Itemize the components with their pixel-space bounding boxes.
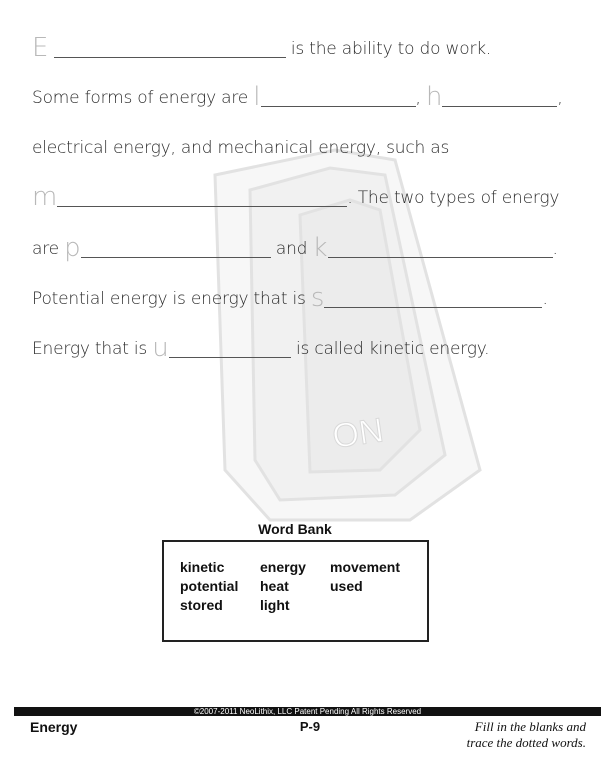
sentence-5 bbox=[32, 233, 558, 263]
sentence-2-text: Some forms of energy are bbox=[32, 88, 249, 108]
comma: , bbox=[415, 88, 421, 108]
blank-5[interactable] bbox=[81, 239, 271, 258]
word-bank-word: light bbox=[260, 597, 290, 613]
period: . bbox=[542, 289, 548, 309]
sentence-7-text-b: is called kinetic energy. bbox=[295, 339, 490, 359]
word-bank-column-1 bbox=[180, 558, 238, 615]
word-bank-box bbox=[162, 540, 429, 642]
trace-letter-s: s bbox=[310, 283, 325, 313]
sentence-7-text-a: Energy that is bbox=[32, 339, 148, 359]
switch-on-label: ON bbox=[330, 411, 386, 456]
word-bank-title: Word Bank bbox=[258, 521, 332, 537]
footer-subject: Energy bbox=[30, 719, 78, 735]
trace-letter-p: p bbox=[64, 233, 81, 263]
sentence-1-text: is the ability to do work. bbox=[290, 39, 492, 59]
blank-1[interactable] bbox=[54, 39, 286, 58]
word-bank-column-2 bbox=[260, 558, 306, 615]
comma: , bbox=[557, 88, 563, 108]
period: . bbox=[552, 239, 558, 259]
word-bank-word: movement bbox=[330, 559, 401, 575]
trace-letter-e: E bbox=[32, 33, 49, 63]
word-bank-column-3 bbox=[330, 558, 400, 596]
blank-6[interactable] bbox=[328, 239, 553, 258]
sentence-3 bbox=[32, 138, 449, 158]
trace-letter-l: l bbox=[253, 82, 261, 112]
trace-letter-u: u bbox=[152, 333, 169, 363]
sentence-6 bbox=[32, 283, 548, 313]
blank-4[interactable] bbox=[57, 188, 347, 207]
instructions-line-1: Fill in the blanks and bbox=[474, 719, 586, 734]
sentence-3-text: electrical energy, and mechanical energy, such as bbox=[32, 138, 450, 158]
page-number: P-9 bbox=[299, 719, 321, 734]
trace-letter-k: k bbox=[312, 233, 328, 263]
blank-7[interactable] bbox=[324, 289, 542, 308]
sentence-7 bbox=[32, 333, 489, 363]
trace-letter-m: m bbox=[32, 182, 58, 212]
instructions-line-2: trace the dotted words. bbox=[466, 735, 586, 750]
sentence-4 bbox=[32, 182, 559, 212]
blank-2[interactable] bbox=[261, 88, 416, 107]
word-bank-word: potential bbox=[180, 578, 239, 594]
footer-instructions bbox=[467, 719, 586, 751]
blank-8[interactable] bbox=[169, 339, 291, 358]
blank-3[interactable] bbox=[442, 88, 557, 107]
sentence-5-text: are bbox=[32, 239, 59, 259]
word-bank-word: heat bbox=[260, 578, 289, 594]
sentence-5-and: and bbox=[275, 239, 308, 259]
word-bank-word: stored bbox=[180, 597, 223, 613]
sentence-2 bbox=[32, 82, 563, 112]
word-bank-word: used bbox=[330, 578, 363, 594]
word-bank-word: kinetic bbox=[180, 559, 225, 575]
copyright-bar: ©2007-2011 NeoLithix, LLC Patent Pending All Rights Reserved bbox=[14, 707, 601, 716]
word-bank-word: energy bbox=[260, 559, 306, 575]
sentence-4-text: . The two types of energy bbox=[347, 188, 560, 208]
sentence-1 bbox=[32, 33, 491, 63]
trace-letter-h: h bbox=[425, 82, 443, 112]
sentence-6-text: Potential energy is energy that is bbox=[32, 289, 306, 309]
